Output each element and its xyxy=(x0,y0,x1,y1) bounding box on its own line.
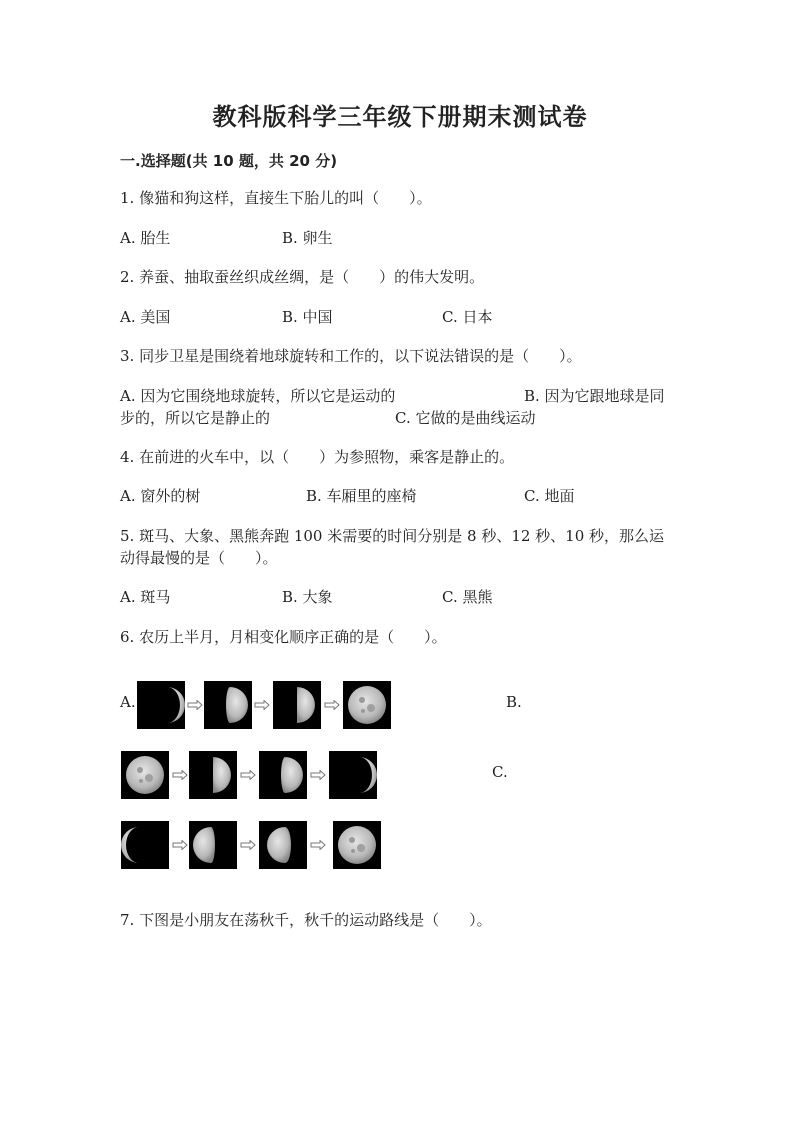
q1-option-b: B. 卵生 xyxy=(282,229,333,247)
question-4: 4. 在前进的火车中，以（ ）为参照物，乘客是静止的。 xyxy=(120,448,515,466)
q2-option-a: A. 美国 xyxy=(120,308,171,326)
q4-option-c: C. 地面 xyxy=(524,487,575,505)
arrow-right-icon xyxy=(240,840,256,850)
moon-quarter-left-icon xyxy=(189,821,237,869)
q3-option-b: B. 因为它跟地球是同 xyxy=(524,387,665,405)
question-6: 6. 农历上半月，月相变化顺序正确的是（ ）。 xyxy=(120,628,447,646)
q2-option-c: C. 日本 xyxy=(442,308,493,326)
q3-option-a: A. 因为它围绕地球旋转，所以它是运动的 xyxy=(120,387,396,405)
arrow-right-icon xyxy=(172,840,188,850)
moon-crescent-icon xyxy=(137,681,185,729)
moon-crescent-icon xyxy=(329,751,377,799)
moon-gibbous-left-icon xyxy=(259,821,307,869)
q6-option-a: A. xyxy=(120,693,136,711)
q4-option-b: B. 车厢里的座椅 xyxy=(306,487,417,505)
arrow-right-icon xyxy=(310,770,326,780)
arrow-right-icon xyxy=(240,770,256,780)
question-1: 1. 像猫和狗这样，直接生下胎儿的叫（ ）。 xyxy=(120,189,432,207)
moon-crescent-left-icon xyxy=(121,821,169,869)
question-3: 3. 同步卫星是围绕着地球旋转和工作的，以下说法错误的是（ ）。 xyxy=(120,347,582,365)
question-5-cont: 动得最慢的是（ ）。 xyxy=(120,549,278,567)
moon-first-quarter-icon xyxy=(259,751,307,799)
q3-option-b-cont: 步的，所以它是静止的 xyxy=(120,409,271,427)
moon-full-icon xyxy=(343,681,391,729)
q3-option-c: C. 它做的是曲线运动 xyxy=(395,409,536,427)
moon-half-icon xyxy=(273,681,321,729)
arrow-right-icon xyxy=(310,840,326,850)
arrow-right-icon xyxy=(172,770,188,780)
question-7: 7. 下图是小朋友在荡秋千，秋千的运动路线是（ ）。 xyxy=(120,911,492,929)
page-title: 教科版科学三年级下册期末测试卷 xyxy=(212,103,588,131)
arrow-right-icon xyxy=(187,700,203,710)
q4-option-a: A. 窗外的树 xyxy=(120,487,201,505)
arrow-right-icon xyxy=(324,700,340,710)
q6-option-b: B. xyxy=(506,693,522,711)
q6-option-c: C. xyxy=(492,763,508,781)
q2-option-b: B. 中国 xyxy=(282,308,333,326)
q5-option-c: C. 黑熊 xyxy=(442,588,493,606)
q5-option-a: A. 斑马 xyxy=(120,588,171,606)
question-5: 5. 斑马、大象、黑熊奔跑 100 米需要的时间分别是 8 秒、12 秒、10 秒，那么运 xyxy=(120,527,665,545)
moon-half-icon xyxy=(189,751,237,799)
moon-first-quarter-icon xyxy=(204,681,252,729)
moon-full-icon xyxy=(121,751,169,799)
q5-option-b: B. 大象 xyxy=(282,588,333,606)
arrow-right-icon xyxy=(254,700,270,710)
moon-full-icon xyxy=(333,821,381,869)
question-2: 2. 养蚕、抽取蚕丝织成丝绸，是（ ）的伟大发明。 xyxy=(120,268,485,286)
section-heading: 一.选择题(共 10 题，共 20 分) xyxy=(120,152,338,170)
q1-option-a: A. 胎生 xyxy=(120,229,171,247)
